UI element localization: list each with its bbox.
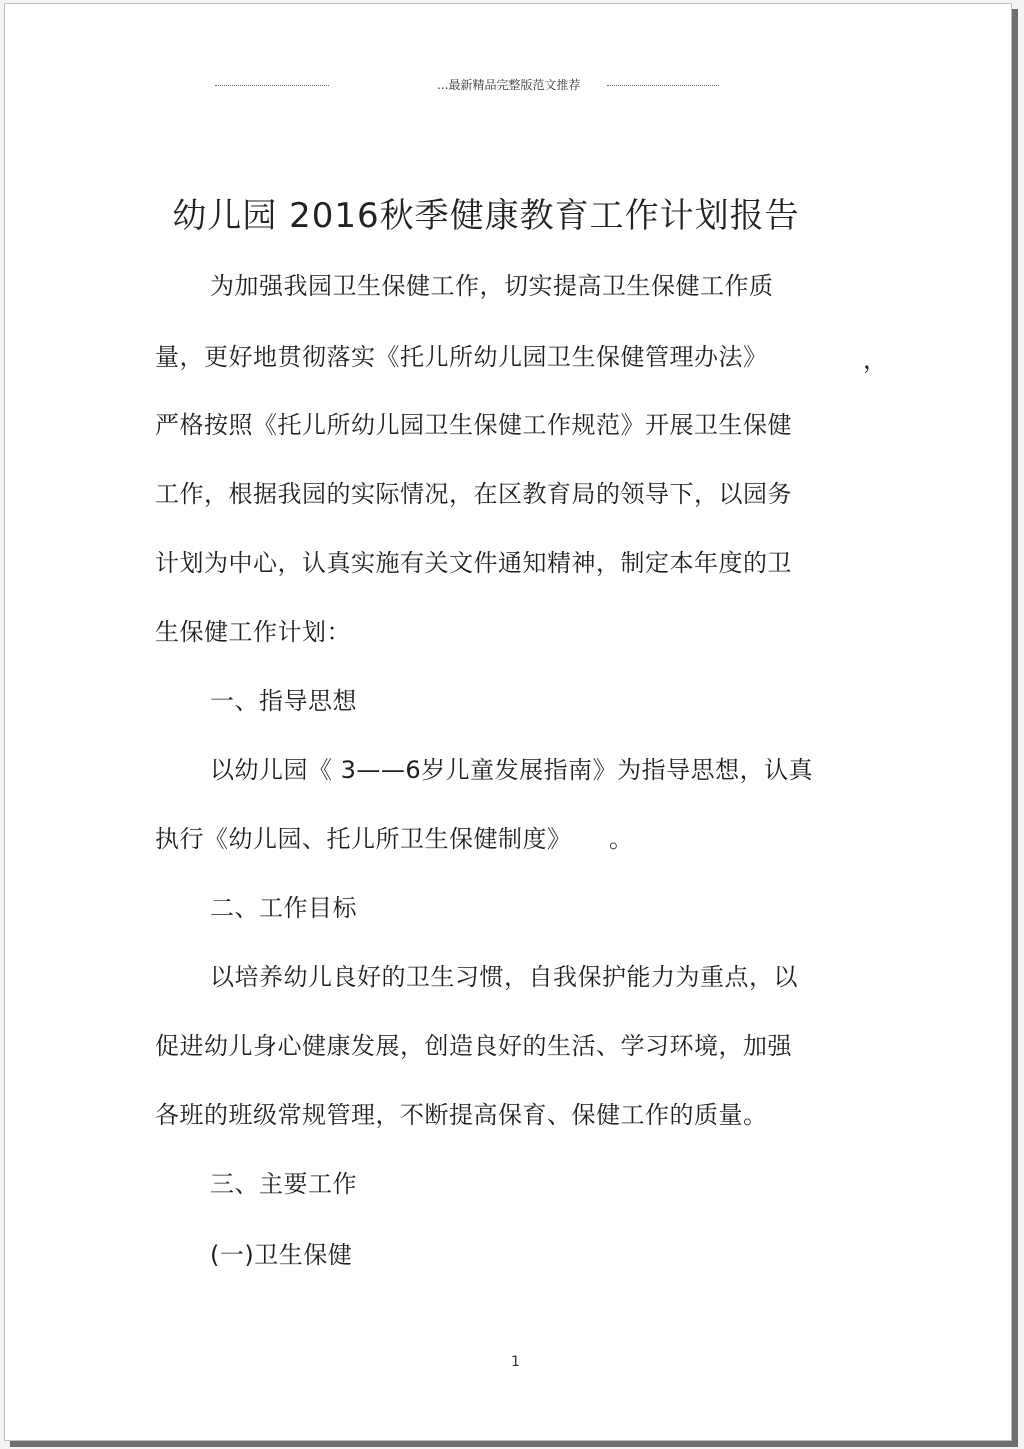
body-line-8-trailing-period: 。 [609,825,634,853]
body-line-6: 生保健工作计划： [155,618,351,646]
section-heading-3: 三、主要工作 [210,1170,357,1198]
page-number: 1 [511,1354,520,1370]
subsection-heading-1: (一)卫生保健 [210,1241,353,1269]
body-line-4: 工作，根据我园的实际情况，在区教育局的领导下，以园务 [155,480,792,508]
page-header [215,76,720,96]
document-title [5,188,1011,237]
body-line-2-trailing-comma: ， [863,346,888,374]
body-line-11: 各班的班级常规管理，不断提高保育、保健工作的质量。 [155,1101,768,1129]
document-title-text: 幼儿园 2016秋季健康教育工作计划报告 [172,196,800,236]
header-dotted-rule-right [607,85,719,86]
body-line-10: 促进幼儿身心健康发展，创造良好的生活、学习环境，加强 [155,1032,792,1060]
body-line-7: 以幼儿园《 3——6岁儿童发展指南》为指导思想，认真 [210,756,814,784]
body-line-5: 计划为中心，认真实施有关文件通知精神，制定本年度的卫 [155,549,792,577]
header-dotted-rule-left [215,85,329,86]
header-text: ...最新精品完整版范文推荐 [437,78,581,92]
section-heading-1: 一、指导思想 [210,687,357,715]
body-line-3: 严格按照《托儿所幼儿园卫生保健工作规范》开展卫生保健 [155,411,792,439]
body-line-1: 为加强我园卫生保健工作，切实提高卫生保健工作质 [210,272,774,300]
section-heading-2: 二、工作目标 [210,894,357,922]
body-line-8: 执行《幼儿园、托儿所卫生保健制度》 [155,825,572,853]
body-line-9: 以培养幼儿良好的卫生习惯，自我保护能力为重点，以 [210,963,798,991]
body-line-2: 量，更好地贯彻落实《托儿所幼儿园卫生保健管理办法》 [155,343,768,371]
document-page [4,3,1012,1441]
